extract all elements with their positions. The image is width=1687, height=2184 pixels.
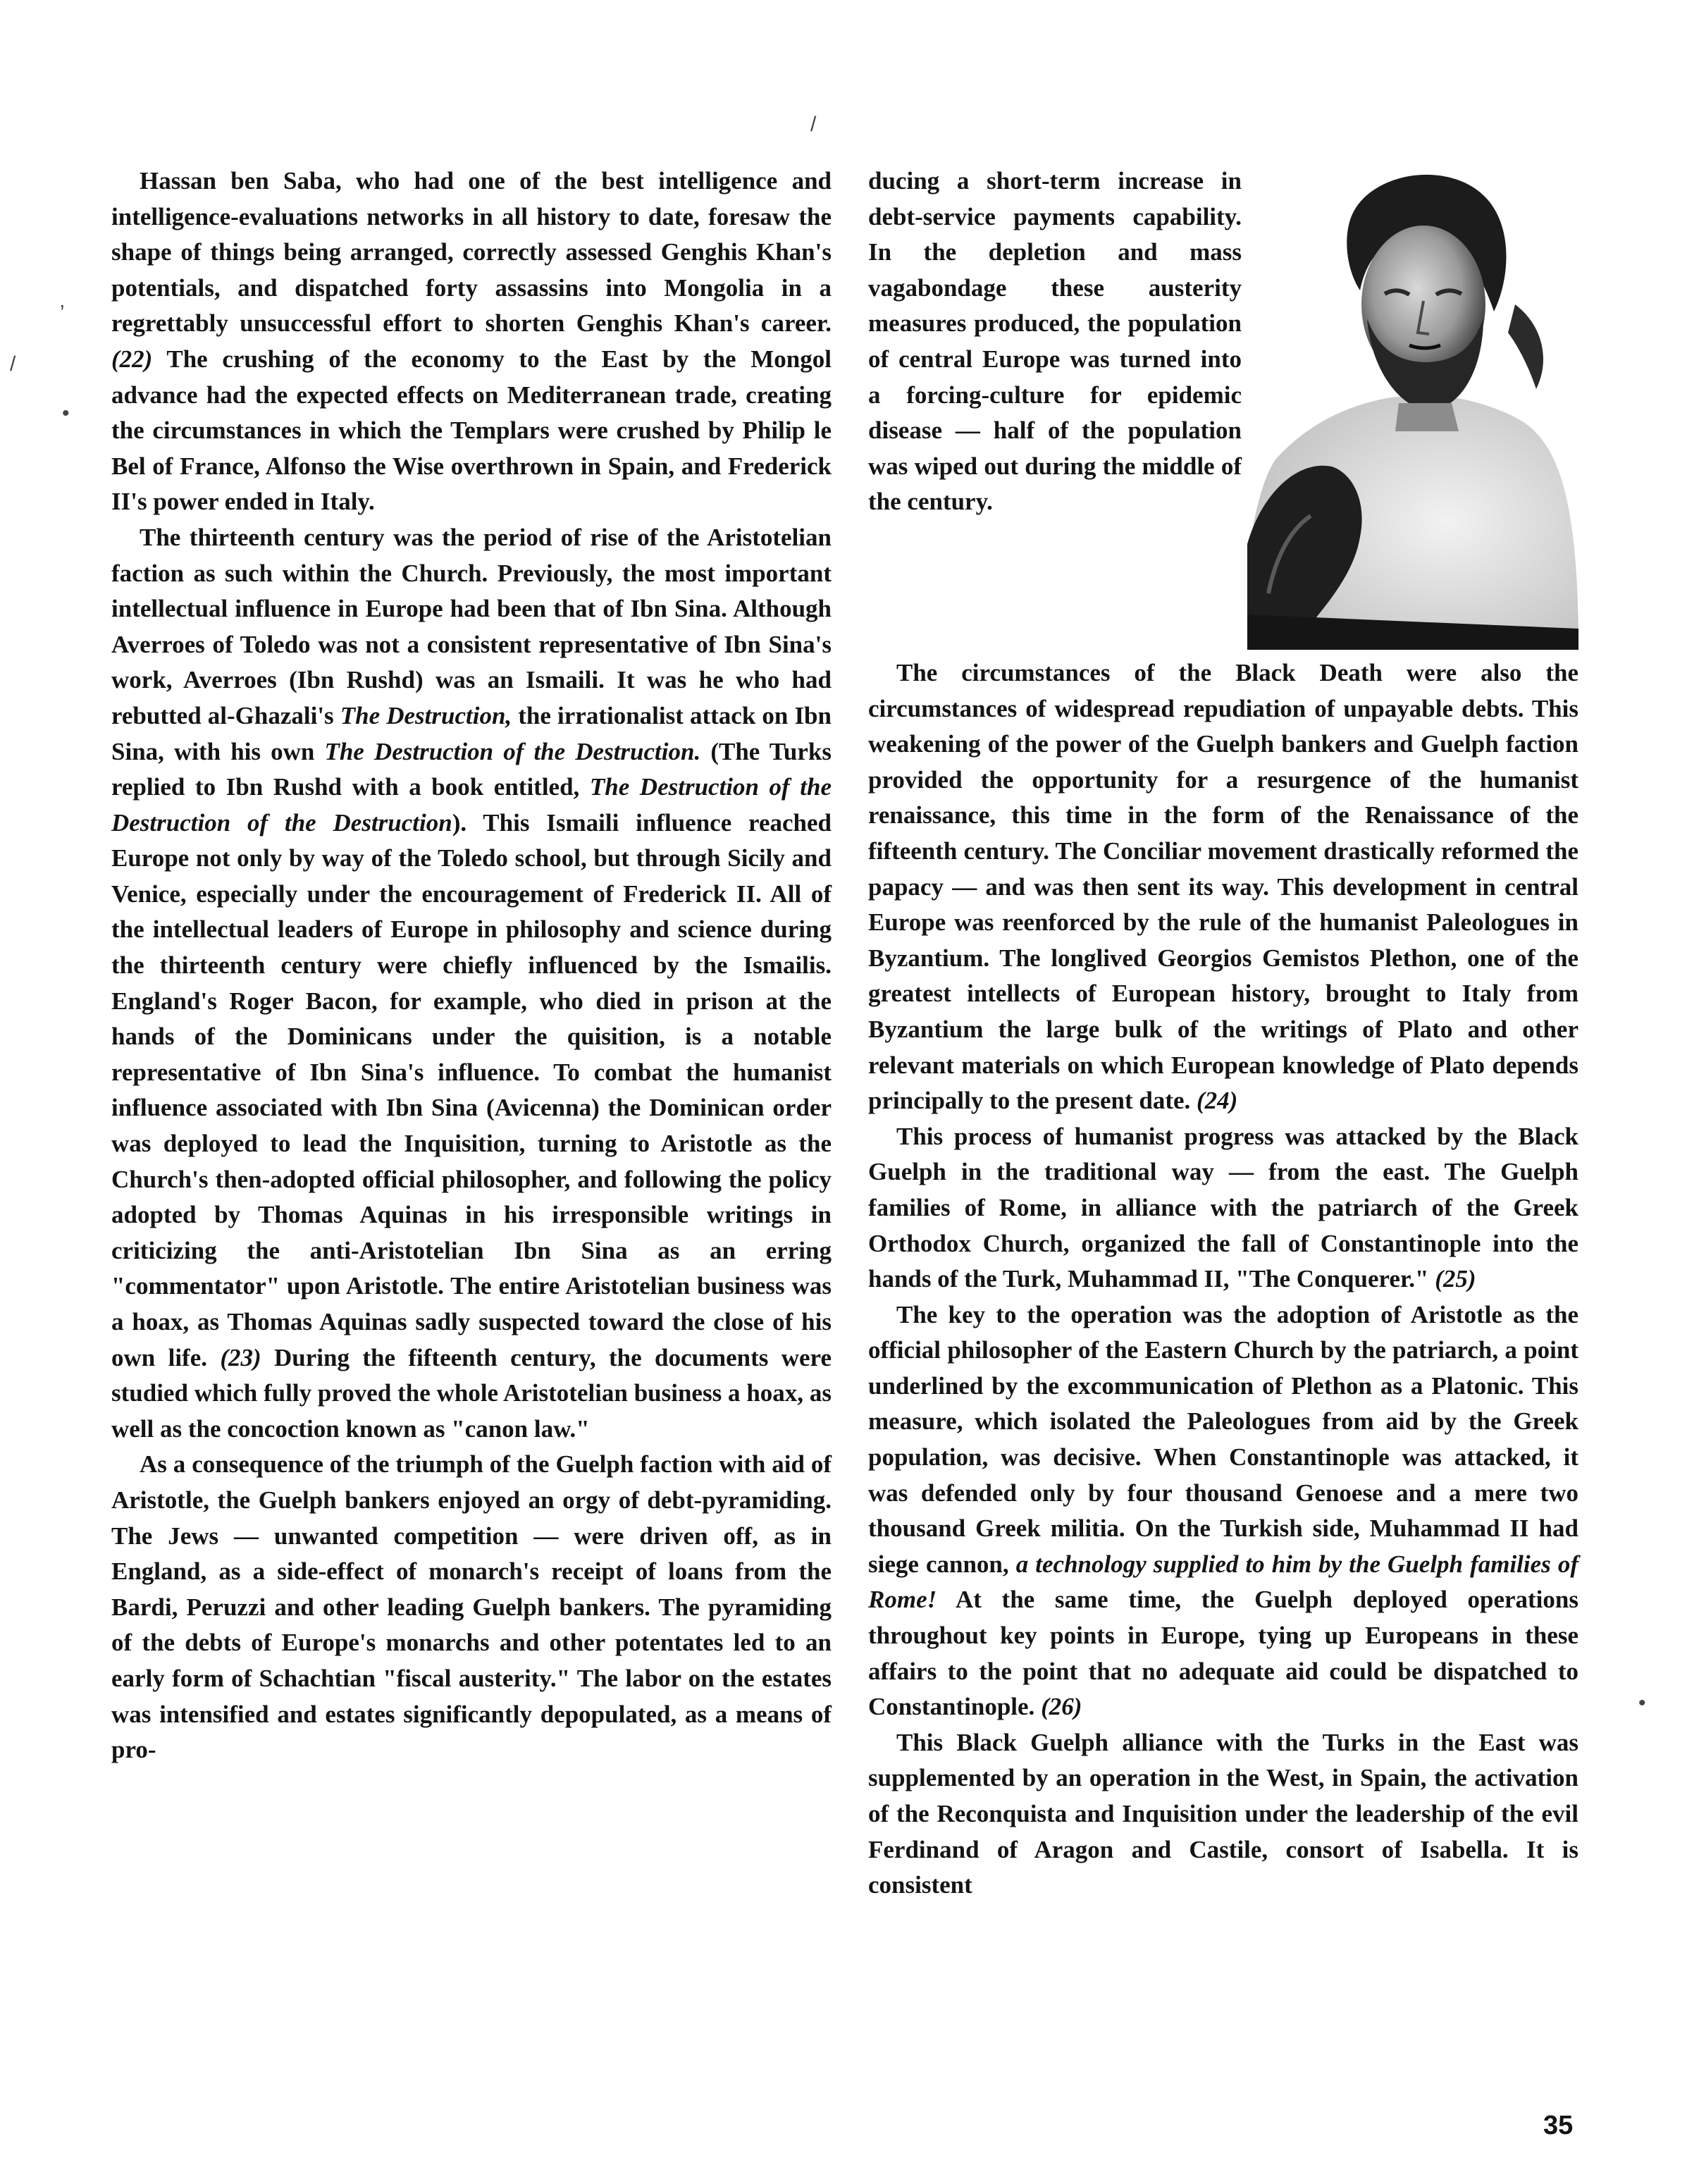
scan-mark: • [1638, 1691, 1646, 1715]
book-title: The Destruction of the Destruction of the Destruction [111, 773, 832, 837]
scan-mark: , [59, 289, 66, 312]
text-run: ). This Ismaili influence reached Europe not only by way of the Toledo school, but through Sicily and Venice, especially under the encouragement of Frederick II. All of the intellectual leaders of Europe in philosophy and science during the thirteenth century were chiefly influenced by the Ismailis. England's Roger Bacon, for example, who died in prison at the hands of the Dominicans under the quisition, is a notable representative of Ibn Sina's influence. To combat the humanist influence associated with Ibn Sina (Avicenna) the Dominican order was deployed to lead the Inquisition, turning to Aristotle as the Church's then-adopted official philosopher, and following the policy adopted by Thomas Aquinas in his irresponsible writings in criticizing the anti-Aristotelian Ibn Sina as an erring "commentator" upon Aristotle. The entire Aristotelian business was a hoax, as Thomas Aquinas sadly suspected toward the close of his own life. [111, 808, 832, 1371]
footnote-ref: (23) [220, 1343, 261, 1371]
paragraph [868, 655, 1578, 1119]
footnote-ref: (24) [1197, 1087, 1238, 1115]
portrait-photo [1247, 164, 1578, 650]
book-title: The Destruction, [340, 701, 512, 729]
footnote-ref: (26) [1041, 1693, 1082, 1721]
paragraph [111, 1447, 832, 1767]
text-run: As a consequence of the triumph of the Guelph faction with aid of Aristotle, the Guelph bankers enjoyed an orgy of debt-pyramiding. The Jews — unwanted competition — were driven off, as in England, as a side-effect of monarch's receipt of loans from the Bardi, Peruzzi and other leading Guelph bankers. The pyramiding of the debts of Europe's monarchs and other potentates led to an early form of Schachtian "fiscal austerity." The labor on the estates was intensified and estates significantly depopulated, as a means of pro- [111, 1450, 832, 1764]
text-run: The circumstances of the Black Death were also the circumstances of widespread repudiation of unpayable debts. This weakening of the power of the Guelph bankers and Guelph faction provided the opportunity for a resurgence of the humanist renaissance, this time in the form of the Renaissance of the fifteenth century. The Conciliar movement drastically reformed the papacy — and was then sent its way. This development in central Europe was reenforced by the rule of the humanist Paleologues in Byzantium. The longlived Georgios Gemistos Plethon, one of the greatest intellects of European history, brought to Italy from Byzantium the large bulk of the writings of Plato and other relevant materials on which European knowledge of Plato depends principally to the present date. [868, 659, 1578, 1115]
paragraph [111, 520, 832, 1447]
scan-mark: / [10, 352, 16, 376]
text-run: This Black Guelph alliance with the Turks in the East was supplemented by an operation in the West, in Spain, the activation of the Reconquista and Inquisition under the leadership of the evil Ferdinand of Aragon and Castile, consort of Isabella. It is consistent [868, 1728, 1578, 1899]
portrait-image [1247, 164, 1578, 650]
text-run: At the same time, the Guelph deployed operations throughout key points in Europe, tying up Europeans in these affairs to the point that no adequate aid could be dispatched to Constantinople. [868, 1586, 1578, 1721]
text-run: This process of humanist progress was attacked by the Black Guelph in the traditional way — from the east. The Guelph families of Rome, in alliance with the patriarch of the Greek Orthodox Church, organized the fall of Constantinople into the hands of the Turk, Muhammad II, "The Conquerer." [868, 1122, 1578, 1293]
footnote-ref: (25) [1435, 1265, 1476, 1293]
text-run: Hassan ben Saba, who had one of the best intelligence and intelligence-evaluations networks in all history to date, foresaw the shape of things being arranged, correctly assessed Genghis Khan's potentials, and dispatched forty assassins into Mongolia in a regrettably unsuccessful effort to shorten Genghis Khan's career. [111, 167, 832, 338]
text-run: (The Turks replied to Ibn Rushd with a book entitled, [111, 737, 832, 801]
book-title: The Destruction of the Destruction. [324, 737, 701, 765]
text-run: During the fifteenth century, the documents were studied which fully proved the whole Aristotelian business a hoax, as well as the concoction known as "canon law." [111, 1343, 832, 1443]
paragraph [868, 1725, 1578, 1904]
text-run: the irrationalist attack on Ibn Sina, with his own [111, 701, 832, 765]
paragraph [111, 164, 832, 520]
text-run: The thirteenth century was the period of rise of the Aristotelian faction as such within the Church. Previously, the most important intellectual influence in Europe had been that of Ibn Sina. Although Averroes of Toledo was not a consistent representative of Ibn Sina's work, Averroes (Ibn Rushd) was an Ismaili. It was he who had rebutted al-Ghazali's [111, 523, 832, 729]
article-column-right [868, 655, 1578, 1904]
page-number: 35 [1543, 2111, 1574, 2140]
text-run: The crushing of the economy to the East by the Mongol advance had the expected effects on Mediterranean trade, creating the circumstances in which the Templars were crushed by Philip le Bel of France, Alfonso the Wise overthrown in Spain, and Frederick II's power ended in Italy. [111, 345, 832, 516]
article-column-left [111, 164, 832, 1768]
paragraph [868, 1297, 1578, 1725]
footnote-ref: (22) [111, 345, 153, 373]
article-column-right-top [868, 164, 1242, 520]
scan-mark: / [810, 113, 817, 136]
text-run: ducing a short-term increase in debt-service payments capability. In the depletion and mass vagabondage these austerity measures produced, the population of central Europe was turned into a forcing-culture for epidemic disease — half of the population was wiped out during the middle of the century. [868, 167, 1242, 516]
paragraph [868, 164, 1242, 520]
emphasis-text: a technology supplied to him by the Guelph families of Rome! [868, 1550, 1578, 1614]
scan-mark: • [62, 402, 70, 425]
paragraph [868, 1119, 1578, 1297]
text-run: The key to the operation was the adoption of Aristotle as the official philosopher of the Eastern Church by the patriarch, a point underlined by the excommunication of Plethon as a Platonic. This measure, which isolated the Paleologues from aid by the Greek population, was decisive. When Constantinople was attacked, it was defended only by four thousand Genoese and a mere two thousand Greek militia. On the Turkish side, Muhammad II had siege cannon, [868, 1300, 1578, 1578]
